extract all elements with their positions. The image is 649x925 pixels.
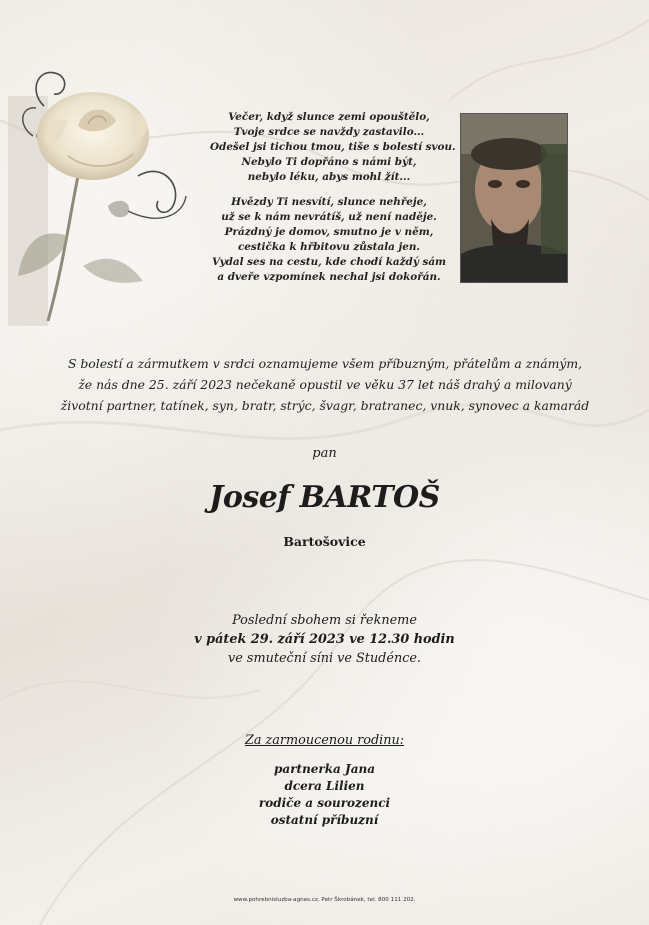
announcement-line: že nás dne 25. září 2023 nečekaně opustil ve věku 37 let náš drahý a milovaný xyxy=(78,377,572,392)
funeral-info xyxy=(0,611,649,668)
poem-line: cestička k hřbitovu zůstala jen. xyxy=(237,241,421,253)
funeral-line-intro: Poslední sbohem si řekneme xyxy=(232,613,417,628)
family-member: dcera Lilien xyxy=(284,779,365,793)
announcement-line: životní partner, tatínek, syn, bratr, strýc, švagr, bratranec, vnuk, synovec a kamarád xyxy=(60,398,590,413)
poem-line: a dveře vzpomínek nechal jsi dokořán. xyxy=(217,271,441,283)
poem-line: Vydal ses na cestu, kde chodí každý sám xyxy=(211,256,447,268)
place-of-residence: Bartošovice xyxy=(283,534,366,549)
portrait-image xyxy=(461,114,567,282)
family-list xyxy=(0,761,649,829)
announcement xyxy=(40,353,610,416)
announcement-line: S bolestí a zármutkem v srdci oznamujeme všem příbuzným, přátelům a známým, xyxy=(67,356,583,371)
family-heading: Za zarmoucenou rodinu: xyxy=(244,733,405,748)
poem-line: Hvězdy Ti nesvítí, slunce nehřeje, xyxy=(231,196,427,208)
funeral-date-time: v pátek 29. září 2023 ve 12.30 hodin xyxy=(194,632,455,647)
family-member: rodiče a sourozenci xyxy=(258,796,391,810)
family-member: ostatní příbuzní xyxy=(270,813,379,827)
poem-stanza-1 xyxy=(210,110,456,185)
poem-line: Prázdný je domov, smutno je v něm, xyxy=(224,226,434,238)
poem-line: už se k nám nevrátíš, už není naděje. xyxy=(221,211,437,223)
poem-line: nebylo léku, abys mohl žít... xyxy=(247,171,411,183)
poem xyxy=(210,110,456,295)
funeral-location: ve smuteční síni ve Studénce. xyxy=(228,651,421,666)
title-word: pan xyxy=(312,446,337,461)
footer-contact: www.pohrebnisluzba-agnes.cz, Petr Škrobánek, tel. 800 111 202. xyxy=(233,897,416,903)
poem-line: Tvoje srdce se navždy zastavilo... xyxy=(233,126,425,138)
poem-line: Večer, když slunce zemi opouštělo, xyxy=(228,111,430,123)
deceased-name: Josef BARTOŠ xyxy=(209,480,440,515)
poem-stanza-2 xyxy=(210,195,448,285)
rose-ornament-image xyxy=(8,36,198,326)
portrait-photo xyxy=(460,113,568,283)
poem-line: Odešel jsi tichou tmou, tiše s bolestí svou. xyxy=(210,141,456,153)
poem-line: Nebylo Ti dopřáno s námi být, xyxy=(241,156,417,168)
family-member: partnerka Jana xyxy=(274,762,375,776)
